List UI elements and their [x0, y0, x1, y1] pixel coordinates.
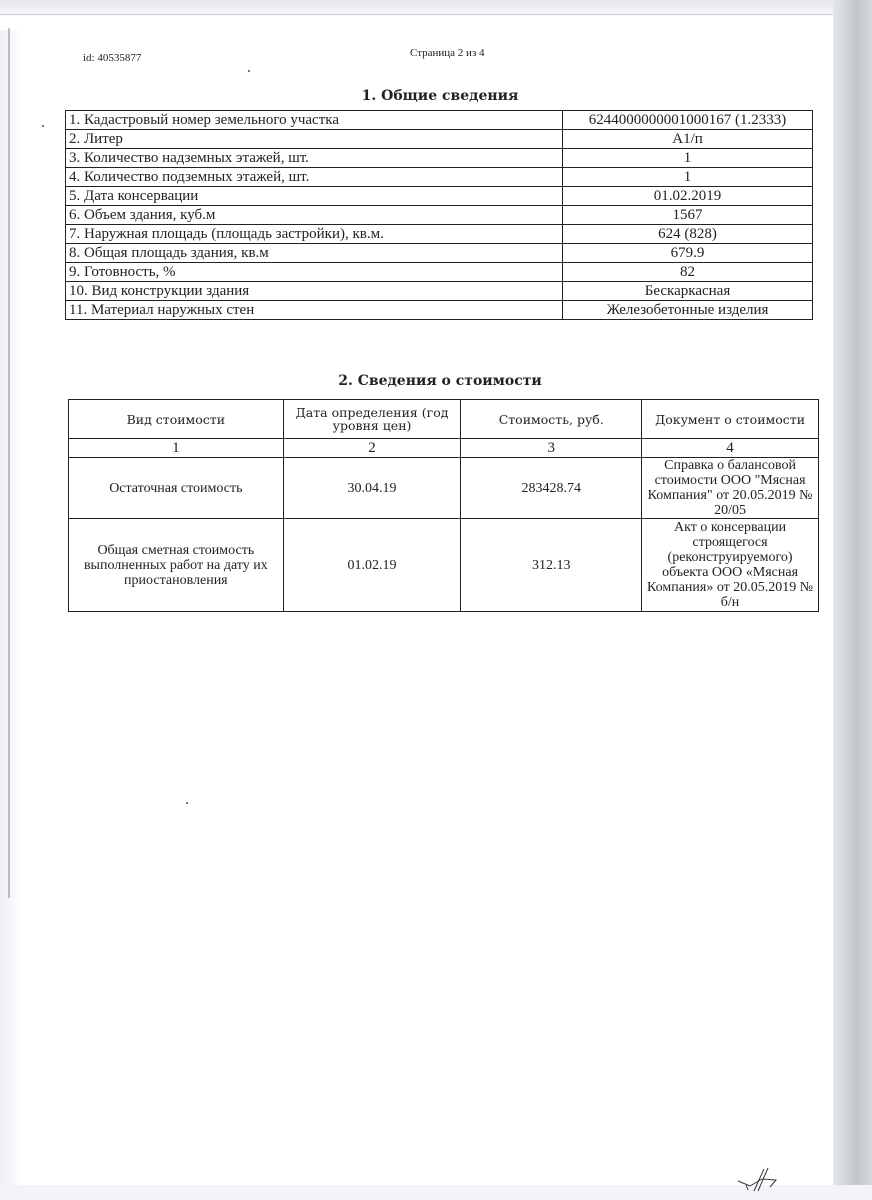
- cost-document: Акт о консервации строящегося (реконструируемого) объекта ООО «Мясная Компания» от 20.05.2019 № б/н: [642, 519, 819, 612]
- column-number: 4: [642, 439, 819, 458]
- cost-value: 283428.74: [461, 458, 642, 519]
- handwritten-signature: [736, 1165, 784, 1193]
- scan-speck: [42, 125, 44, 127]
- table-row: [66, 187, 813, 206]
- scan-left-edge: [8, 28, 10, 898]
- scan-left-shade: [0, 30, 24, 1200]
- cost-date: 01.02.19: [283, 519, 461, 612]
- cost-document: Справка о балансовой стоимости ООО "Мясная Компания" от 20.05.2019 № 20/05: [642, 458, 819, 519]
- table-row: [69, 519, 819, 612]
- section-2-title: 2. Сведения о стоимости: [338, 373, 542, 389]
- scan-speck: [248, 70, 250, 72]
- row-label: 8. Общая площадь здания, кв.м: [66, 244, 563, 263]
- column-number-row: [69, 439, 819, 458]
- row-value: А1/п: [563, 130, 813, 149]
- cost-info-table: [68, 399, 819, 612]
- row-value: Железобетонные изделия: [563, 301, 813, 320]
- cost-date: 30.04.19: [283, 458, 461, 519]
- column-number: 2: [283, 439, 461, 458]
- scan-right-edge: [833, 0, 872, 1200]
- table-row: [66, 130, 813, 149]
- section-1-title: 1. Общие сведения: [361, 88, 519, 104]
- table-row: [66, 282, 813, 301]
- row-value: 1567: [563, 206, 813, 225]
- table-row: [66, 263, 813, 282]
- page-number: Страница 2 из 4: [410, 47, 485, 59]
- column-number: 3: [461, 439, 642, 458]
- column-header: Дата определения (год уровня цен): [283, 400, 461, 439]
- row-label: 7. Наружная площадь (площадь застройки), кв.м.: [66, 225, 563, 244]
- row-label: 2. Литер: [66, 130, 563, 149]
- table-row: [66, 111, 813, 130]
- column-header: Вид стоимости: [69, 400, 284, 439]
- table-header-row: [69, 400, 819, 439]
- general-info-table: [65, 110, 813, 320]
- table-row: [69, 458, 819, 519]
- row-value: 624 (828): [563, 225, 813, 244]
- row-value: 679.9: [563, 244, 813, 263]
- cost-type: Остаточная стоимость: [69, 458, 284, 519]
- row-label: 4. Количество подземных этажей, шт.: [66, 168, 563, 187]
- row-value: 1: [563, 149, 813, 168]
- row-label: 5. Дата консервации: [66, 187, 563, 206]
- row-label: 6. Объем здания, куб.м: [66, 206, 563, 225]
- cost-type: Общая сметная стоимость выполненных работ на дату их приостановления: [69, 519, 284, 612]
- scan-top-edge: [0, 0, 872, 15]
- column-number: 1: [69, 439, 284, 458]
- table-row: [66, 149, 813, 168]
- row-value: 82: [563, 263, 813, 282]
- row-label: 1. Кадастровый номер земельного участка: [66, 111, 563, 130]
- document-id: id: 40535877: [83, 52, 142, 64]
- column-header: Документ о стоимости: [642, 400, 819, 439]
- table-row: [66, 168, 813, 187]
- table-row: [66, 244, 813, 263]
- row-label: 9. Готовность, %: [66, 263, 563, 282]
- row-label: 11. Материал наружных стен: [66, 301, 563, 320]
- scan-speck: [186, 802, 188, 804]
- column-header: Стоимость, руб.: [461, 400, 642, 439]
- row-value: 6244000000001000167 (1.2333): [563, 111, 813, 130]
- table-row: [66, 225, 813, 244]
- row-value: Бескаркасная: [563, 282, 813, 301]
- table-row: [66, 301, 813, 320]
- row-value: 1: [563, 168, 813, 187]
- row-label: 10. Вид конструкции здания: [66, 282, 563, 301]
- row-value: 01.02.2019: [563, 187, 813, 206]
- row-label: 3. Количество надземных этажей, шт.: [66, 149, 563, 168]
- cost-value: 312.13: [461, 519, 642, 612]
- table-row: [66, 206, 813, 225]
